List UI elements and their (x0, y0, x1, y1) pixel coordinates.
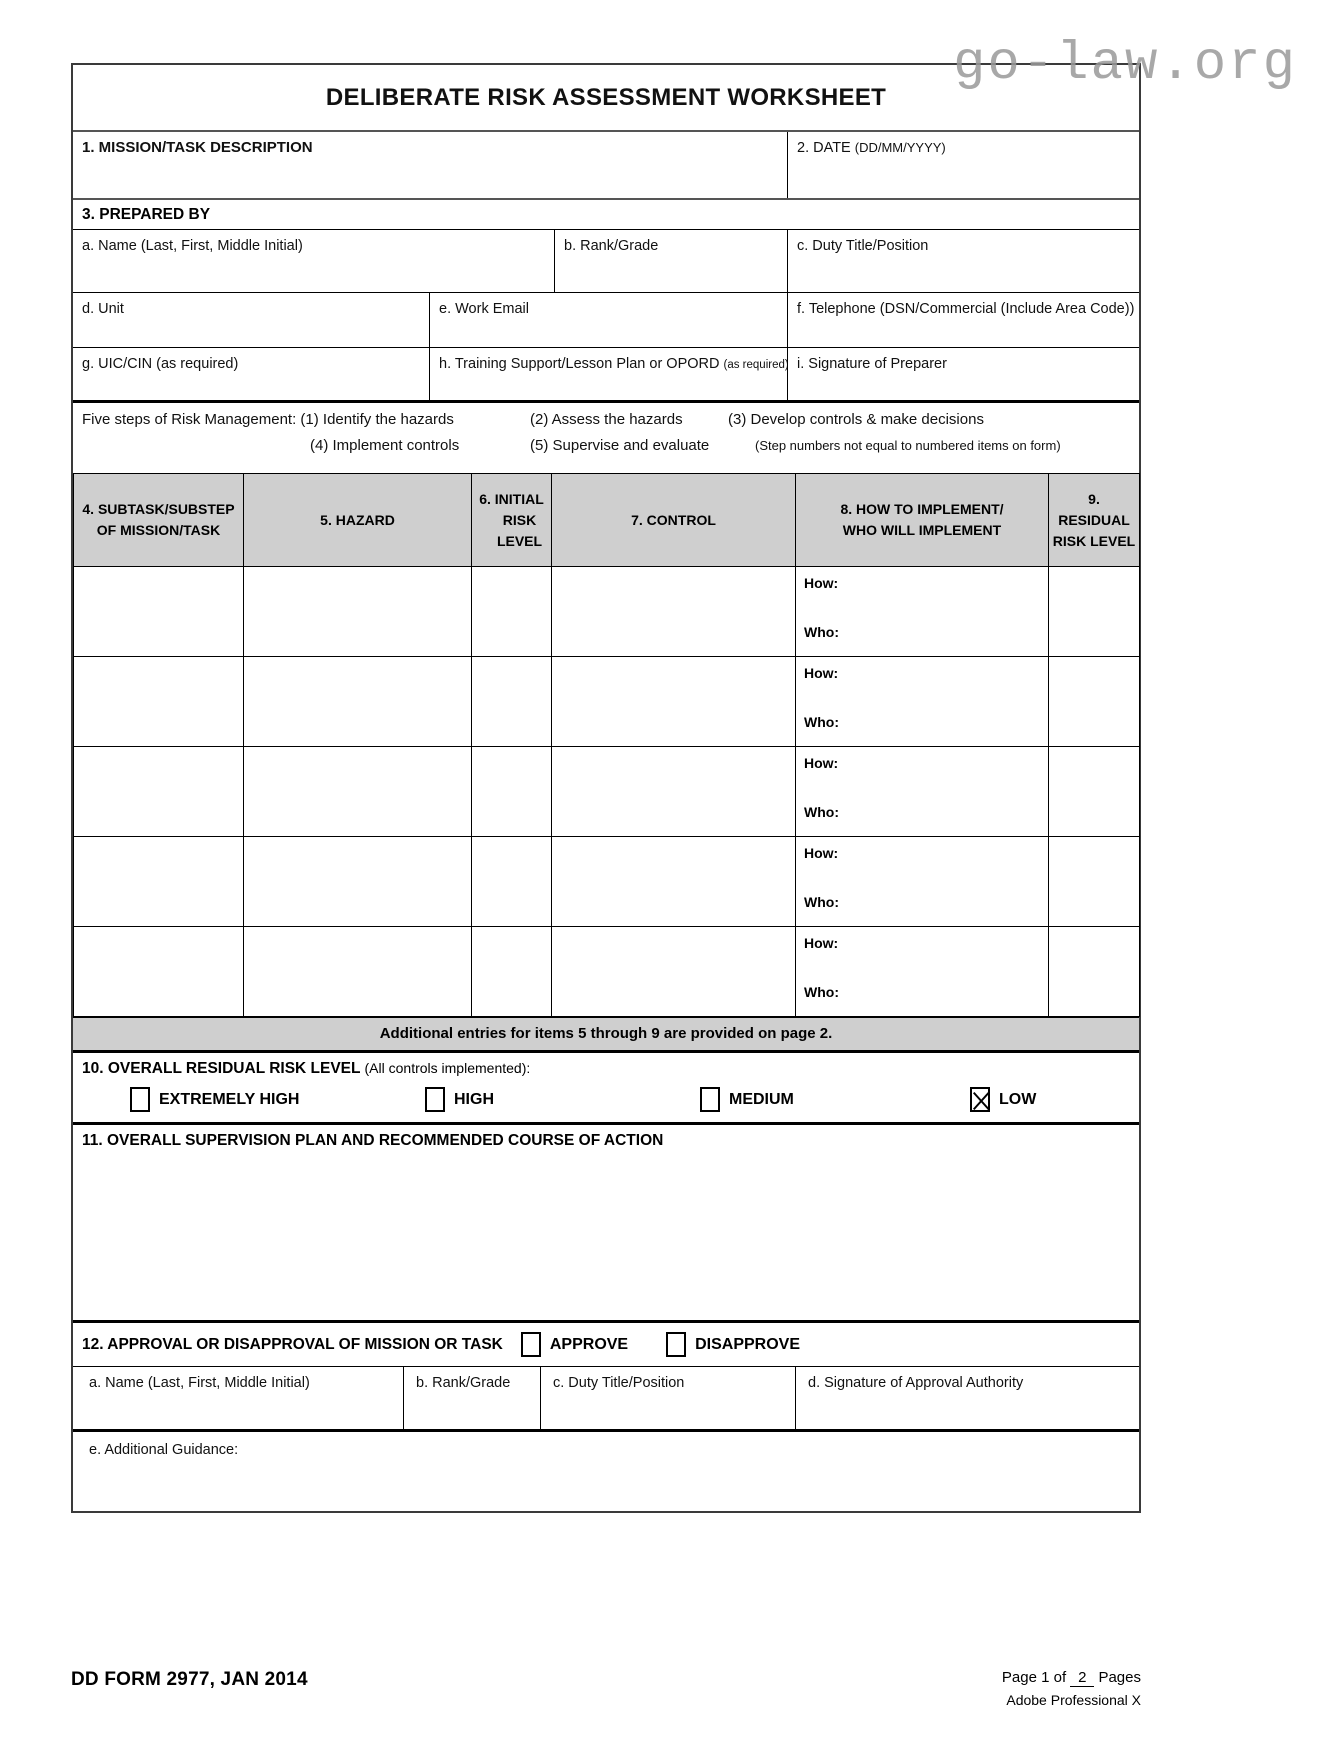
prepared-by-row-3 (73, 347, 1139, 400)
item3a-label: a. Name (Last, First, Middle Initial) (82, 238, 303, 254)
watermark: go-law.org (952, 34, 1297, 95)
matrix-col-residual-risk-line2: RISK LEVEL (1052, 532, 1136, 549)
item12-label: 12. APPROVAL OR DISAPPROVAL OF MISSION OR TASK (82, 1335, 503, 1353)
cell-hazard[interactable] (244, 567, 472, 657)
item1-label: 1. MISSION/TASK DESCRIPTION (82, 139, 313, 156)
cell-hazard[interactable] (244, 747, 472, 837)
matrix-body (74, 567, 1140, 1017)
supervision-plan-section (73, 1122, 1139, 1320)
page-suffix: Pages (1098, 1669, 1141, 1686)
item10-label: 10. OVERALL RESIDUAL RISK LEVEL (82, 1060, 361, 1077)
risk-matrix-table (73, 473, 1140, 1017)
item3i-label: i. Signature of Preparer (797, 356, 947, 372)
checkbox-extremely-high-icon[interactable] (130, 1087, 150, 1112)
cell-residual-risk[interactable] (1049, 747, 1140, 837)
how-label: How: (804, 575, 839, 591)
preparer-name-field[interactable] (73, 230, 554, 292)
approval-signature-field[interactable] (795, 1367, 1139, 1429)
five-steps-line-2 (82, 437, 1129, 463)
matrix-col-subtask-line2: OF MISSION/TASK (96, 522, 221, 538)
approval-duty-title-field[interactable] (540, 1367, 795, 1429)
cell-subtask[interactable] (74, 657, 244, 747)
page-total: 2 (1070, 1669, 1094, 1687)
five-steps-step-5: (5) Supervise and evaluate (530, 437, 710, 454)
item12a-label: a. Name (Last, First, Middle Initial) (89, 1375, 310, 1391)
cell-how-who[interactable] (796, 837, 1049, 927)
matrix-col-initial-risk-line3: LEVEL (496, 532, 543, 549)
cell-hazard[interactable] (244, 837, 472, 927)
five-steps-step-2: (2) Assess the hazards (530, 411, 683, 428)
risk-option-high[interactable] (425, 1087, 700, 1112)
risk-option-label: LOW (999, 1090, 1037, 1108)
matrix-col-subtask (74, 474, 244, 567)
item2-label: 2. DATE (797, 140, 851, 156)
cell-subtask[interactable] (74, 747, 244, 837)
matrix-col-how-who (796, 474, 1049, 567)
five-steps-note: (Step numbers not equal to numbered items on form) (755, 438, 1061, 453)
approval-name-field[interactable] (73, 1367, 403, 1429)
additional-guidance-field[interactable] (73, 1429, 1139, 1511)
five-steps-step-4: (4) Implement controls (310, 437, 460, 454)
item12e-label: e. Additional Guidance: (89, 1442, 239, 1458)
matrix-col-initial-risk-line1: 6. INITIAL (479, 490, 544, 507)
how-label: How: (804, 935, 839, 951)
matrix-col-residual-risk (1049, 474, 1140, 567)
item3d-label: d. Unit (82, 301, 124, 317)
cell-subtask[interactable] (74, 837, 244, 927)
matrix-col-initial-risk (472, 474, 552, 567)
risk-option-label: HIGH (454, 1090, 494, 1108)
cell-initial-risk[interactable] (472, 837, 552, 927)
matrix-col-residual-risk-line1: 9. RESIDUAL (1058, 490, 1130, 528)
cell-initial-risk[interactable] (472, 747, 552, 837)
risk-option-medium[interactable] (700, 1087, 970, 1112)
page-indicator (1002, 1669, 1141, 1708)
matrix-col-control-label: 7. CONTROL (631, 511, 716, 528)
matrix-col-hazard-label: 5. HAZARD (320, 511, 395, 528)
approval-rank-field[interactable] (403, 1367, 540, 1429)
checkbox-high-icon[interactable] (425, 1087, 445, 1112)
risk-level-checkbox-row (82, 1087, 1139, 1112)
table-row (74, 567, 1140, 657)
checkbox-approve-icon[interactable] (521, 1332, 541, 1357)
approve-label: APPROVE (549, 1335, 629, 1353)
cell-control[interactable] (552, 927, 796, 1017)
cell-residual-risk[interactable] (1049, 927, 1140, 1017)
who-label: Who: (804, 624, 839, 640)
five-steps-block (73, 400, 1139, 473)
table-row (74, 657, 1140, 747)
date-field[interactable] (787, 132, 1139, 198)
preparer-duty-title-field[interactable] (787, 230, 1139, 292)
preparer-signature-field[interactable] (787, 348, 1139, 400)
who-label: Who: (804, 984, 839, 1000)
cell-control[interactable] (552, 747, 796, 837)
item10-sub: (All controls implemented): (364, 1060, 531, 1076)
cell-how-who[interactable] (796, 927, 1049, 1017)
cell-initial-risk[interactable] (472, 657, 552, 747)
item3h-label: h. Training Support/Lesson Plan or OPORD (439, 356, 720, 372)
form-identifier: DD FORM 2977, JAN 2014 (71, 1669, 308, 1690)
cell-how-who[interactable] (796, 567, 1049, 657)
how-label: How: (804, 845, 839, 861)
form-footer (71, 1669, 1141, 1708)
cell-residual-risk[interactable] (1049, 837, 1140, 927)
cell-hazard[interactable] (244, 657, 472, 747)
prepared-by-header (73, 198, 1139, 229)
risk-option-low[interactable] (970, 1087, 1036, 1112)
item12d-label: d. Signature of Approval Authority (808, 1375, 1024, 1391)
item10-header (82, 1060, 1139, 1078)
table-row (74, 927, 1140, 1017)
checkbox-low-checked-icon[interactable] (970, 1087, 990, 1112)
cell-residual-risk[interactable] (1049, 567, 1140, 657)
preparer-rank-field[interactable] (554, 230, 787, 292)
prepared-by-row-2 (73, 292, 1139, 347)
item3e-label: e. Work Email (439, 301, 529, 317)
item3-label: 3. PREPARED BY (82, 205, 211, 223)
matrix-col-initial-risk-line2: RISK (502, 511, 537, 528)
matrix-col-how-who-line2: WHO WILL IMPLEMENT (842, 522, 1002, 538)
preparer-uic-cin-field[interactable] (73, 348, 429, 400)
disapprove-option[interactable] (666, 1332, 800, 1357)
item3b-label: b. Rank/Grade (564, 238, 659, 254)
item3c-label: c. Duty Title/Position (797, 238, 929, 254)
item11-input[interactable] (73, 1150, 1139, 1320)
cell-initial-risk[interactable] (472, 567, 552, 657)
matrix-col-subtask-line1: 4. SUBTASK/SUBSTEP (82, 501, 235, 517)
preparer-telephone-field[interactable] (787, 293, 1139, 347)
five-steps-step-3: (3) Develop controls & make decisions (728, 411, 984, 428)
five-steps-intro: Five steps of Risk Management: (1) Identify the hazards (82, 411, 454, 428)
item3g-label: g. UIC/CIN (as required) (82, 356, 239, 372)
risk-option-label: MEDIUM (729, 1090, 794, 1108)
preparer-training-support-field[interactable] (429, 348, 787, 400)
who-label: Who: (804, 894, 839, 910)
who-label: Who: (804, 714, 839, 730)
table-row (74, 747, 1140, 837)
cell-how-who[interactable] (796, 657, 1049, 747)
mission-date-row (73, 130, 1139, 198)
cell-how-who[interactable] (796, 747, 1049, 837)
approve-option[interactable] (521, 1332, 628, 1357)
approval-section-header (73, 1320, 1139, 1366)
matrix-col-hazard (244, 474, 472, 567)
how-label: How: (804, 755, 839, 771)
additional-entries-note: Additional entries for items 5 through 9 are provided on page 2. (73, 1017, 1139, 1050)
form-title-bar (73, 65, 1139, 130)
approval-authority-row (73, 1366, 1139, 1429)
item3h-note: (as required) (723, 359, 789, 371)
page-title: DELIBERATE RISK ASSESSMENT WORKSHEET (325, 83, 887, 111)
cell-control[interactable] (552, 837, 796, 927)
cell-subtask[interactable] (74, 927, 244, 1017)
checkbox-disapprove-icon[interactable] (666, 1332, 686, 1357)
matrix-header-row (74, 474, 1140, 567)
matrix-col-how-who-line1: 8. HOW TO IMPLEMENT/ (840, 501, 1004, 517)
preparer-work-email-field[interactable] (429, 293, 787, 347)
cell-control[interactable] (552, 567, 796, 657)
risk-option-label: EXTREMELY HIGH (159, 1090, 300, 1108)
five-steps-line-1 (82, 411, 1129, 437)
cell-residual-risk[interactable] (1049, 657, 1140, 747)
mission-task-description-field[interactable] (73, 132, 787, 198)
page-prefix: Page 1 of (1001, 1669, 1067, 1686)
disapprove-label: DISAPPROVE (695, 1335, 801, 1353)
checkbox-medium-icon[interactable] (700, 1087, 720, 1112)
item2-hint: (DD/MM/YYYY) (854, 140, 946, 155)
cell-hazard[interactable] (244, 927, 472, 1017)
prepared-by-row-1 (73, 229, 1139, 292)
table-row (74, 837, 1140, 927)
cell-initial-risk[interactable] (472, 927, 552, 1017)
dd-form-2977 (71, 63, 1141, 1513)
matrix-col-control (552, 474, 796, 567)
overall-residual-risk-section (73, 1050, 1139, 1112)
preparer-unit-field[interactable] (73, 293, 429, 347)
producer-note: Adobe Professional X (1006, 1692, 1141, 1708)
item12c-label: c. Duty Title/Position (553, 1375, 685, 1391)
item12b-label: b. Rank/Grade (416, 1375, 511, 1391)
cell-control[interactable] (552, 657, 796, 747)
who-label: Who: (804, 804, 839, 820)
item11-label: 11. OVERALL SUPERVISION PLAN AND RECOMMENDED COURSE OF ACTION (82, 1132, 664, 1149)
risk-option-extremely-high[interactable] (130, 1087, 425, 1112)
how-label: How: (804, 665, 839, 681)
cell-subtask[interactable] (74, 567, 244, 657)
item3f-label: f. Telephone (DSN/Commercial (Include Area Code)) (797, 301, 1135, 317)
